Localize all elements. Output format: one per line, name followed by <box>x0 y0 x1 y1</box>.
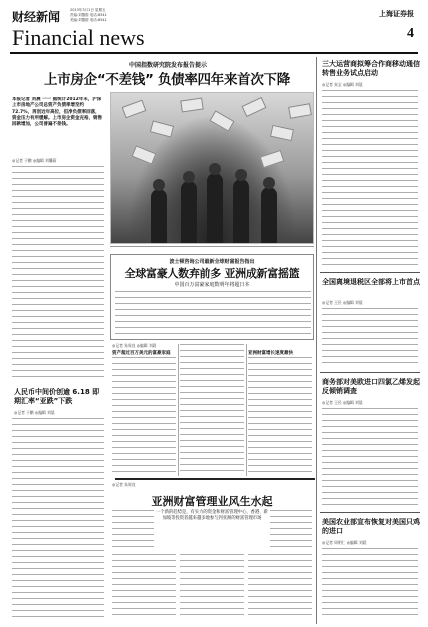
wealth-col-2 <box>180 554 244 620</box>
rich-headline-box <box>110 254 314 340</box>
wealth-col-3 <box>248 554 312 620</box>
wealth-intro-right <box>270 510 312 550</box>
right-column-rule <box>316 57 317 624</box>
masthead <box>10 5 418 57</box>
telecom-body-text <box>322 90 418 268</box>
rich-subhead-right: 亚洲财富增长速度最快 <box>248 351 293 356</box>
column-rule <box>178 344 179 476</box>
rich-subtitle: 中国百万富豪家庭数明年将超日本 <box>174 282 250 288</box>
wealth-intro-left <box>112 510 154 550</box>
lead-photo <box>110 92 314 244</box>
lead-headline: 上市房企“不差钱” 负债率四年来首次下降 <box>44 72 290 88</box>
issue-meta-line: 美编:刘馨蔚 电话:8541 <box>70 18 107 22</box>
rmb-body-text <box>12 418 104 618</box>
english-section-title: Financial news <box>12 25 145 50</box>
rich-byline: ◎记者 朱周良 ◎编辑 刘晨 <box>112 343 157 348</box>
right-column-divider <box>320 272 420 273</box>
usda-byline: ◎记者 周明仁 ◎编辑 刘晨 <box>322 540 367 545</box>
antidumping-headline: 商务部对美欧进口四氯乙烯发起反倾销调查 <box>322 378 420 395</box>
wealth-subtitle: 一个新的趋势是，有实力的资金和财富管理中心、香港、新加坡等投资者越来越多地参与到亚洲的财富管理市场 <box>156 510 268 521</box>
rmb-headline: 人民币中间价创逾 6.18 即期汇率“亚跌”下跌 <box>14 388 100 405</box>
paper-name: 上海证券报 <box>379 9 414 18</box>
section-name: 财经新闻 <box>12 10 61 24</box>
wealth-byline: ◎记者 朱周良 <box>112 482 136 487</box>
telecom-headline: 三大运营商拟筹合作商移动通信转售业务试点启动 <box>322 60 420 77</box>
masthead-rule <box>10 52 418 54</box>
column-rule <box>246 344 247 476</box>
story-separator <box>115 478 315 480</box>
lead-kicker: 中国指数研究院发布报告提示 <box>128 62 207 69</box>
rich-body-text <box>115 291 311 337</box>
rich-col-1 <box>112 357 176 475</box>
wealth-headline: 亚洲财富管理业风生水起 <box>151 495 273 508</box>
tax-refund-headline: 全国离境退税区全部将上市首点 <box>322 278 420 286</box>
right-column-divider <box>320 512 420 513</box>
lead-byline: ◎记者 于鹏 ◎编辑 刘馨蔚 <box>12 158 57 163</box>
tax-refund-byline: ◎记者 王民 ◎编辑 刘晨 <box>322 300 363 305</box>
antidumping-byline: ◎记者 王民 ◎编辑 刘晨 <box>322 400 363 405</box>
lead-body-text <box>12 166 104 380</box>
usda-headline: 美国农业部宣布恢复对美国只鸡的进口 <box>322 518 420 535</box>
issue-meta <box>70 8 140 23</box>
issue-meta-line: 责编:刘馨蔚 电话:8541 <box>70 13 107 17</box>
rich-kicker: 波士顿咨询公司最新全球财富报告指出 <box>169 259 255 265</box>
wealth-col-1 <box>112 554 176 620</box>
photo-caption <box>110 246 314 250</box>
antidumping-body-text <box>322 408 418 508</box>
rmb-byline: ◎记者 于鹏 ◎编辑 刘晨 <box>14 410 55 415</box>
rich-col-2 <box>180 344 244 475</box>
issue-meta-line: 2013年3月1日 星期五 <box>70 8 106 12</box>
lead-summary: 本报记者 刘晨 一一 据统计2012年末，沪深上市房地产公司总资产负债率增至约72.7%，再创近年高位，但净负债率回落，资金压力有所缓解。上市房企资金充裕，销售回款增加，公司普遍不差钱。 <box>12 97 102 128</box>
tax-refund-body-text <box>322 308 418 368</box>
rich-headline: 全球富豪人数弃前多 亚洲成新富摇篮 <box>124 267 300 280</box>
page-number: 4 <box>407 26 414 41</box>
right-column-divider <box>320 372 420 373</box>
rich-subhead-left: 资产超过百万美元的富豪家庭 <box>112 351 171 356</box>
telecom-byline: ◎记者 朱宝 ◎编辑 刘晨 <box>322 82 363 87</box>
usda-body-text <box>322 548 418 620</box>
rich-col-3 <box>248 357 312 475</box>
